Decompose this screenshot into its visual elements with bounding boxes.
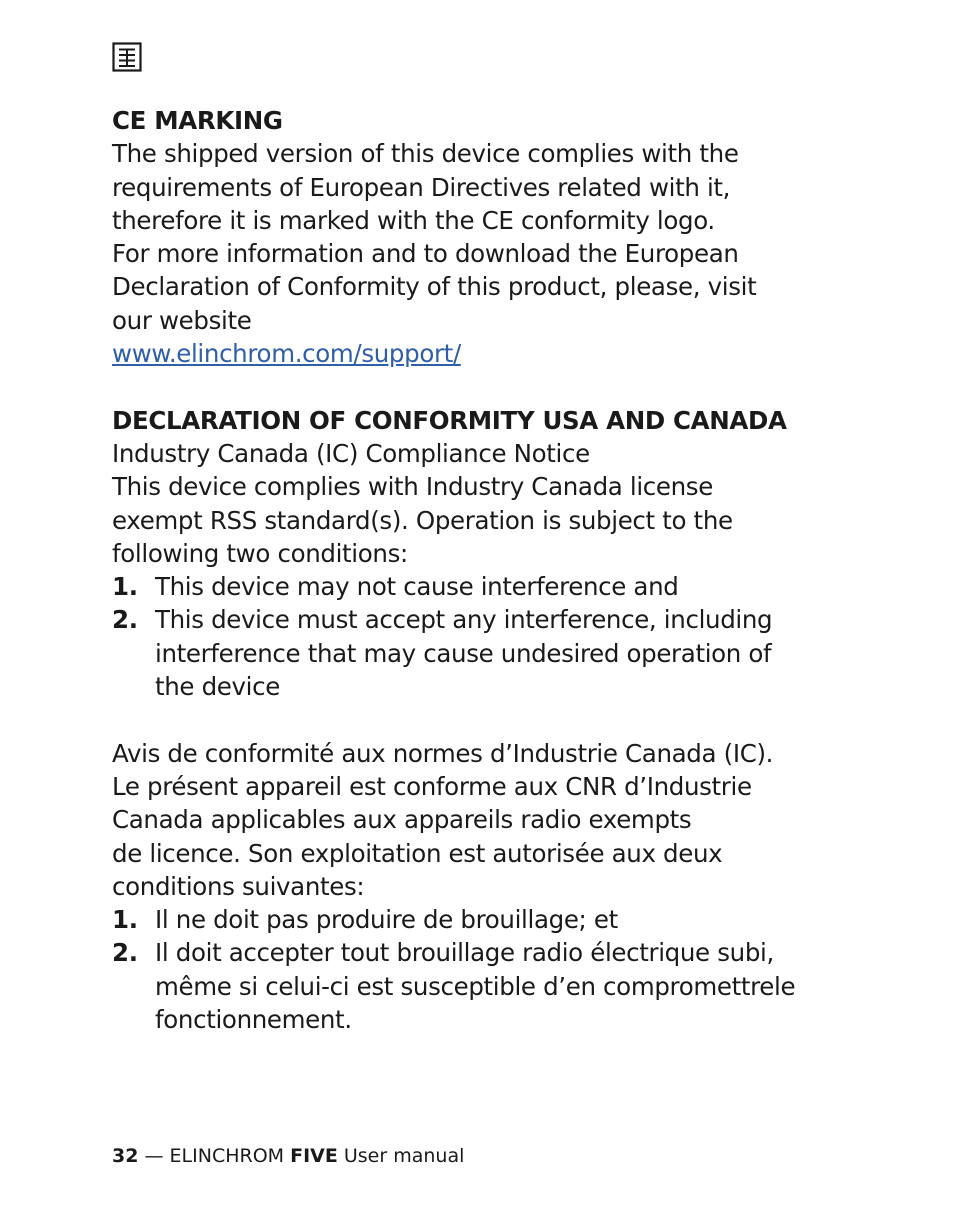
page-number: 32 — [112, 1145, 139, 1167]
document-section-icon — [112, 42, 142, 72]
avis-line: Canada applicables aux appareils radio exempts — [112, 805, 692, 835]
avis-line: Avis de conformité aux normes d’Industrie Canada (IC). — [112, 738, 774, 768]
list-item — [112, 570, 852, 603]
list-item-text: fonctionnement. — [155, 1005, 352, 1035]
list-item-text: même si celui-ci est susceptible d’en compromettrele — [155, 971, 796, 1001]
avis-conditions-list — [112, 903, 852, 1036]
declaration-line: exempt RSS standard(s). Operation is subject to the — [112, 505, 733, 535]
declaration-line: This device complies with Industry Canada license — [112, 472, 713, 502]
footer-model: FIVE — [290, 1145, 338, 1167]
section-spacer — [112, 370, 852, 403]
list-item — [112, 936, 852, 1036]
page-footer — [112, 1143, 464, 1169]
declaration-conditions-list — [112, 570, 852, 703]
list-item-text: This device may not cause interference and — [155, 572, 679, 602]
list-item-text: Il doit accepter tout brouillage radio électrique subi, — [155, 938, 774, 968]
avis-line: de licence. Son exploitation est autorisée aux deux — [112, 838, 723, 868]
declaration-line: Industry Canada (IC) Compliance Notice — [112, 438, 590, 468]
ce-marking-line: The shipped version of this device complies with the — [112, 139, 739, 169]
ce-marking-line: Declaration of Conformity of this product, please, visit — [112, 272, 757, 302]
list-item-number: 1. — [112, 572, 138, 602]
list-item-text: the device — [155, 672, 280, 702]
ce-marking-line: requirements of European Directives related with it, — [112, 172, 731, 202]
ce-marking-heading: CE MARKING — [112, 106, 283, 135]
list-item-text: Il ne doit pas produire de brouillage; et — [155, 905, 618, 935]
list-item-number: 2. — [112, 605, 138, 635]
ce-marking-section — [112, 104, 852, 370]
footer-brand: — ELINCHROM — [138, 1145, 291, 1167]
footer-suffix: User manual — [337, 1145, 465, 1167]
support-website-link[interactable]: www.elinchrom.com/support/ — [112, 339, 461, 369]
ce-marking-line: For more information and to download the European — [112, 239, 739, 269]
list-item — [112, 603, 852, 703]
avis-line: conditions suivantes: — [112, 871, 365, 901]
declaration-heading: DECLARATION OF CONFORMITY USA AND CANADA — [112, 405, 787, 435]
ce-marking-line: our website — [112, 305, 252, 335]
list-item-text: interference that may cause undesired operation of — [155, 638, 772, 668]
avis-section — [112, 737, 852, 1037]
list-item-text: This device must accept any interference, including — [155, 605, 773, 635]
declaration-section — [112, 404, 852, 704]
list-item-number: 1. — [112, 905, 138, 935]
list-item-number: 2. — [112, 938, 138, 968]
declaration-line: following two conditions: — [112, 538, 408, 568]
manual-content — [112, 104, 852, 1036]
ce-marking-line: therefore it is marked with the CE conformity logo. — [112, 205, 715, 235]
avis-line: Le présent appareil est conforme aux CNR d’Industrie — [112, 771, 752, 801]
list-item — [112, 903, 852, 936]
section-spacer — [112, 703, 852, 736]
